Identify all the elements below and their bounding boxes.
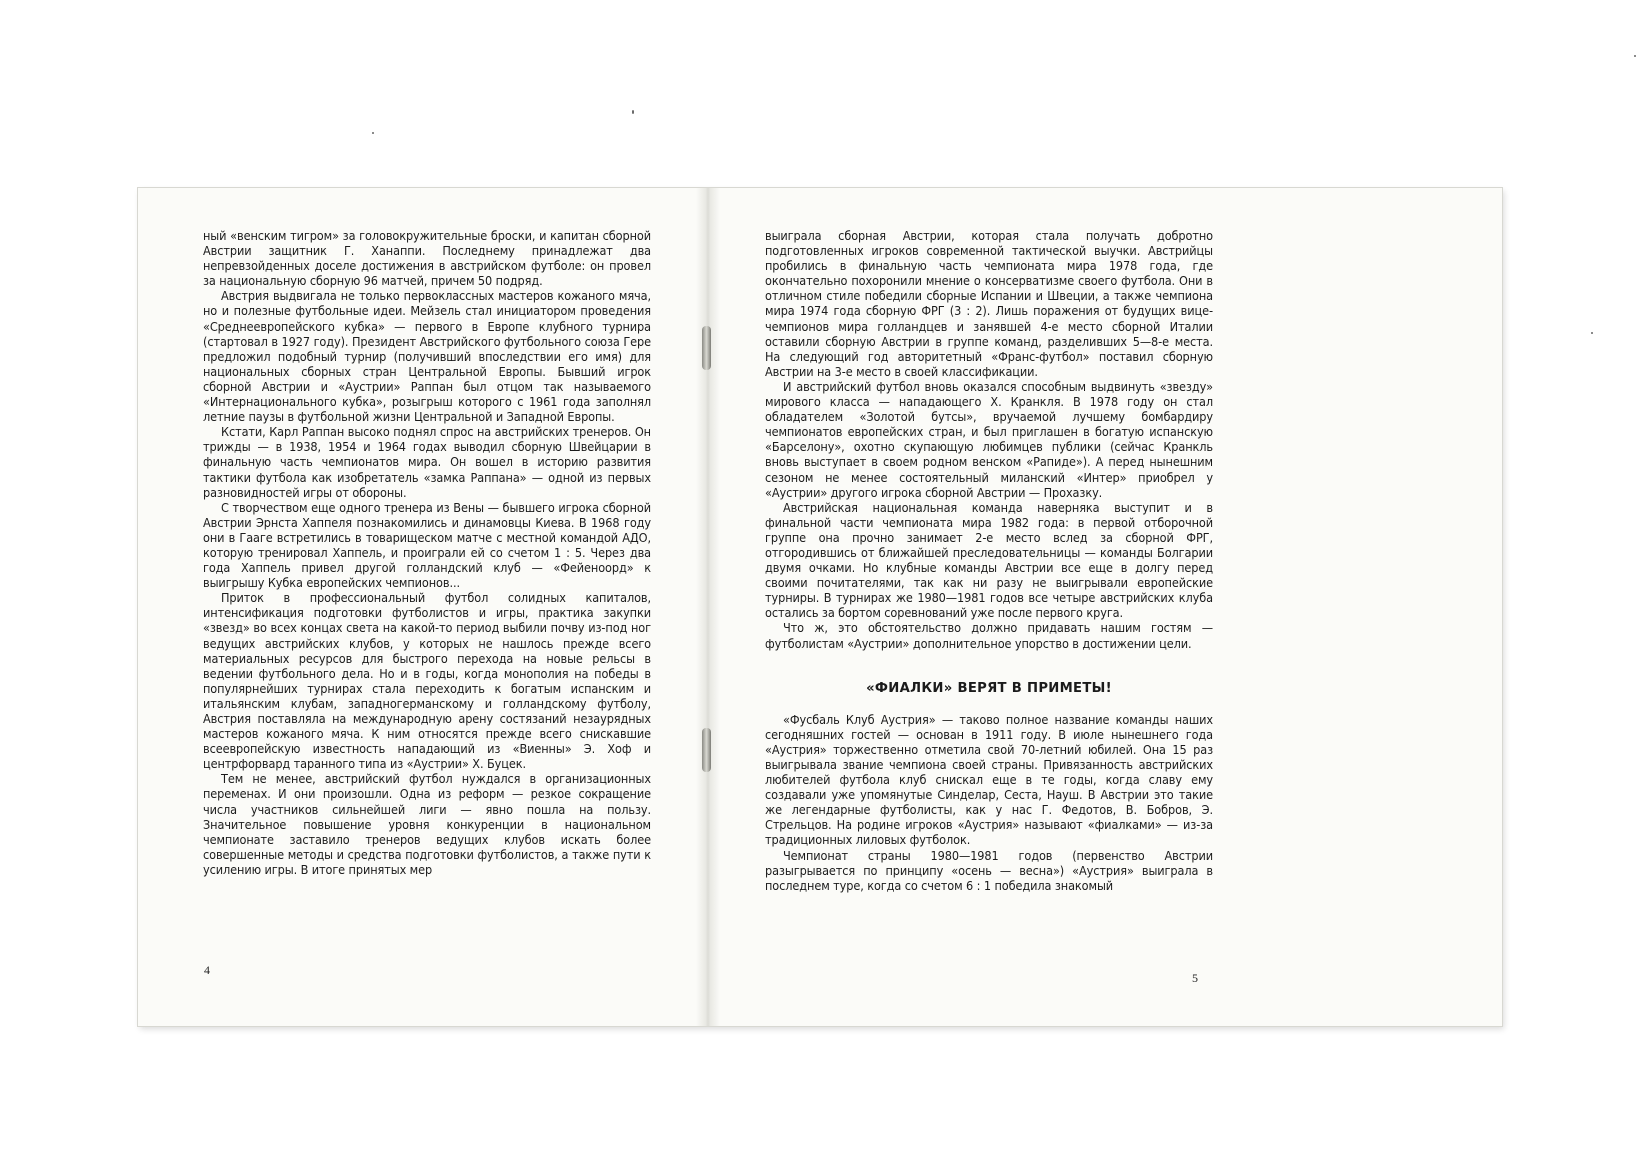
section-heading: «ФИАЛКИ» ВЕРЯТ В ПРИМЕТЫ!: [866, 680, 1112, 696]
right-paragraph-6: Чемпионат страны 1980—1981 годов (первенство Австрии разыгрывается по принципу «осень — весна») «Аустрия» выиграла в последнем туре, когда со счетом 6 : 1 победила знакомый: [765, 847, 1213, 893]
right-page: [765, 228, 1213, 893]
scan-speck: [372, 132, 374, 134]
left-page-number: 4: [204, 963, 210, 977]
right-paragraph-1: выиграла сборная Австрии, которая стала получать добротно подготовленных игроков современной тактической выучки. Австрийцы пробились в финальную часть чемпионата мира 1978 года, где окончательно похоронили мнение о консерватизме своего футбола. Они в отличном стиле победили сборные Испании и Швеции, а также чемпиона мира 1974 года сборную ФРГ (3 : 2). Лишь поражения от будущих вице-чемпионов мира голландцев и занявшей 4-е место сборной Италии оставили сборную Австрии в группе команд, разделивших 5—8-е места. На следующий год авторитетный «Франс-футбол» поставил сборную Австрии на 3-е место в своей классификации.: [765, 228, 1213, 379]
center-fold: [696, 188, 720, 1026]
scan-speck: [1591, 332, 1593, 334]
left-paragraph-5: Приток в профессиональный футбол солидных капиталов, интенсификация подготовки футболистов и игры, практика закупки «звезд» во всех концах света на какой-то период выбили почву из-под ног ведущих австрийских клубов, у которых не нашлось прежде всего материальных ресурсов для быстрого перехода на новые рельсы в ведении футбольного дела. Но и в годы, когда монополия на победы в популярнейших турнирах стала переходить к богатым испанским и итальянским клубам, западногерманскому и голландскому футболу, Австрия поставляла на международную арену состязаний незаурядных мастеров кожаного мяча. К ним относятся прежде всего снискавшие всеевропейскую известность нападающий из «Виенны» Э. Хоф и центрфорвард таранного типа из «Аустрии» Х. Буцек.: [203, 590, 651, 772]
left-paragraph-2: Австрия выдвигала не только первоклассных мастеров кожаного мяча, но и полезные футбольные идеи. Мейзель стал инициатором проведения «Среднеевропейского кубка» — первого в Европе клубного турнира (стартовал в 1927 году). Президент Австрийского футбольного союза Гере предложил подобный турнир (получивший впоследствии его имя) для национальных сборных стран Центральной Европы. Бывший игрок сборной Австрии и «Аустрии» Раппан был отцом так называемого «Интернационального кубка», розыгрыш которого с 1961 года заполнял летние паузы в футбольной жизни Центральной и Западной Европы.: [203, 288, 651, 425]
scan-speck: [632, 110, 634, 114]
left-paragraph-1: ный «венским тигром» за головокружительные броски, и капитан сборной Австрии защитник Г. Ханаппи. Последнему принадлежат два непревзойденных доселе достижения в австрийском футболе: он провел за национальную сборную 96 матчей, причем 50 подряд.: [203, 228, 651, 289]
left-page: [203, 228, 651, 877]
left-paragraph-6: Тем не менее, австрийский футбол нуждался в организационных переменах. И они произошли. Одна из реформ — резкое сокращение числа участников сильнейшей лиги — явно пошла на пользу. Значительное повышение уровня конкуренции в национальном чемпионате заставило тренеров ведущих клубов искать более совершенные методы и средства подготовки футболистов, а также пути к усилению игры. В итоге принятых мер: [203, 771, 651, 877]
staple-bottom: [702, 728, 711, 772]
right-paragraph-5: «Фусбаль Клуб Аустрия» — таково полное название команды наших сегодняшних гостей — основан в 1911 году. В июле нынешнего года «Аустрия» торжественно отметила свой 70-летний юбилей. Она 15 раз выигрывала звание чемпиона своей страны. Привязанность австрийских любителей футбола клуб снискал еще в те годы, когда славу ему создавали уже упомянутые Синделар, Сеста, Науш. В Австрии это такие же легендарные футболисты, как у нас Г. Федотов, В. Бобров, Э. Стрельцов. На родине игроков «Аустрия» называют «фиалками» — из-за традиционных лиловых футболок.: [765, 711, 1213, 848]
scan-speck: [1634, 55, 1636, 57]
right-paragraph-2: И австрийский футбол вновь оказался способным выдвинуть «звезду» мирового класса — нападающего Х. Кранкля. В 1978 году он стал обладателем «Золотой бутсы», вручаемой лучшему бомбардиру чемпионатов европейских стран, и был приглашен в богатую испанскую «Барселону», охотно скупающую любимцев публики (сейчас Кранкль вновь выступает в своем родном венском «Рапиде»). А перед нынешним сезоном не менее состоятельный миланский «Интер» приобрел у «Аустрии» другого игрока сборной Австрии — Прохазку.: [765, 378, 1213, 500]
right-paragraph-4: Что ж, это обстоятельство должно придавать нашим гостям — футболистам «Аустрии» дополнительное упорство в достижении цели.: [765, 620, 1213, 651]
left-paragraph-4: С творчеством еще одного тренера из Вены — бывшего игрока сборной Австрии Эрнста Хаппеля познакомились и динамовцы Киева. В 1968 году они в Гааге встретились в товарищеском матче с местной командой АДО, которую тренировал Хаппель, и проиграли ей со счетом 1 : 5. Через два года Хаппель привел другой голландский клуб — «Фейеноорд» к выигрышу Кубка европейских чемпионов...: [203, 499, 651, 591]
right-page-number: 5: [1192, 971, 1198, 985]
booklet-spread: [138, 188, 1502, 1026]
right-paragraph-3: Австрийская национальная команда наверняка выступит и в финальной части чемпионата мира 1982 года: в первой отборочной группе она прочно занимает 2-е место вслед за сборной ФРГ, отгородившись от ближайшей преследовательницы — команды Болгарии двумя очками. Но клубные команды Австрии все еще в долгу перед своими почитателями, так как ни разу не выигрывали европейские турниры. В турнирах же 1980—1981 годов все четыре австрийских клуба остались за бортом соревнований уже после первого круга.: [765, 499, 1213, 621]
staple-top: [702, 326, 711, 370]
left-paragraph-3: Кстати, Карл Раппан высоко поднял спрос на австрийских тренеров. Он трижды — в 1938, 1954 и 1964 годах выводил сборную Швейцарии в финальную часть чемпионатов мира. Он вошел в историю развития тактики футбола как изобретатель «замка Раппана» — одной из первых разновидностей игры от обороны.: [203, 424, 651, 500]
